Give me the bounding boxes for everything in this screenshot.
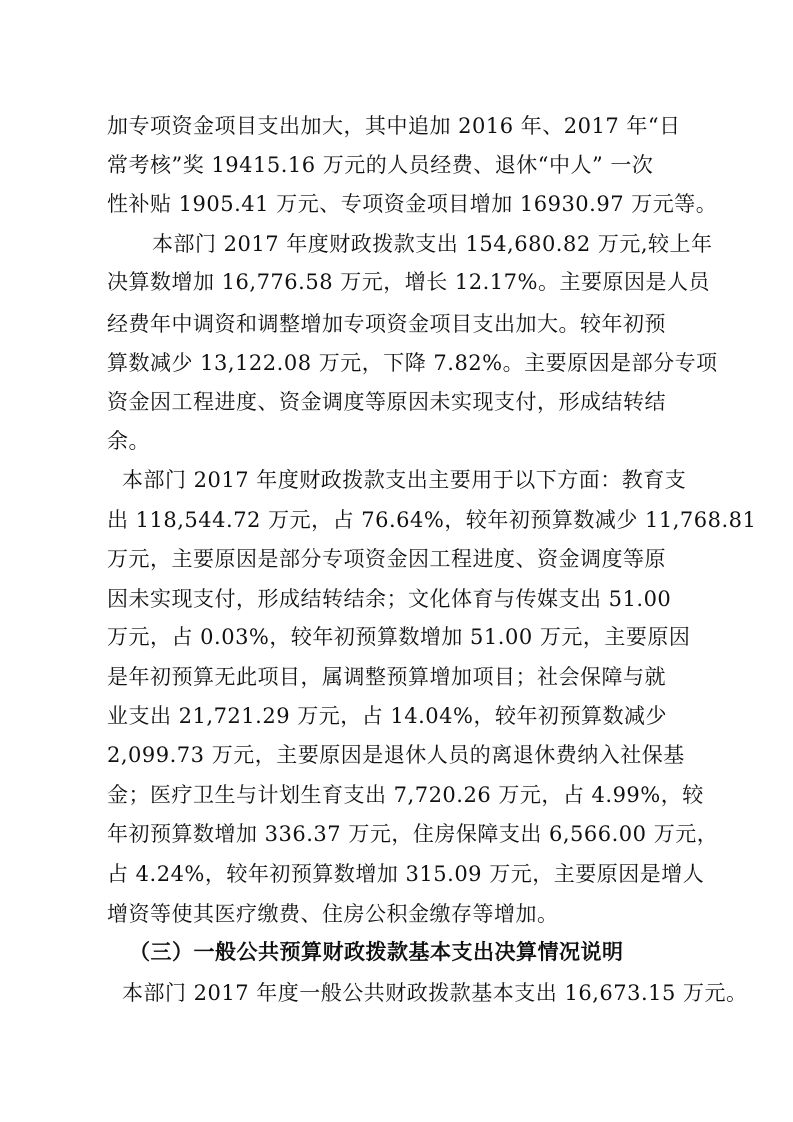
- text-line: 2,099.73 万元，主要原因是退休人员的离退休费纳入社保基: [107, 743, 685, 767]
- text-line: 经费年中调资和调整增加专项资金项目支出加大。较年初预: [107, 312, 666, 336]
- text-line: 余。: [107, 429, 150, 453]
- text-line: 常考核”奖 19415.16 万元的人员经费、退休“中人” 一次: [107, 153, 654, 177]
- text-line: 万元，主要原因是部分专项资金因工程进度、资金调度等原: [107, 547, 666, 571]
- text-line: 出 118,544.72 万元，占 76.64%，较年初预算数减少 11,768.81: [107, 508, 757, 532]
- text-line: 算数减少 13,122.08 万元，下降 7.82%。主要原因是部分专项: [107, 351, 718, 375]
- text-line: 本部门 2017 年度财政拨款支出主要用于以下方面：教育支: [122, 468, 687, 492]
- text-line: 业支出 21,721.29 万元，占 14.04%，较年初预算数减少: [107, 704, 667, 728]
- text-line: 加专项资金项目支出加大，其中追加 2016 年、2017 年“日: [107, 114, 681, 138]
- text-line: 万元，占 0.03%，较年初预算数增加 51.00 万元，主要原因: [107, 625, 691, 649]
- text-line: 性补贴 1905.41 万元、专项资金项目增加 16930.97 万元等。: [107, 192, 718, 216]
- text-line: 因未实现支付，形成结转结余；文化体育与传媒支出 51.00: [107, 587, 672, 611]
- text-line: 年初预算数增加 336.37 万元，住房保障支出 6,566.00 万元，: [107, 822, 719, 846]
- text-line: 是年初预算无此项目，属调整预算增加项目；社会保障与就: [107, 665, 666, 689]
- text-line: 本部门 2017 年度财政拨款支出 154,680.82 万元,较上年: [152, 232, 713, 256]
- text-line: 本部门 2017 年度一般公共财政拨款基本支出 16,673.15 万元。: [122, 981, 748, 1005]
- text-line: 增资等使其医疗缴费、住房公积金缴存等增加。: [107, 902, 559, 926]
- text-line: 资金因工程进度、资金调度等原因未实现支付，形成结转结: [107, 390, 666, 414]
- section-heading: （三）一般公共预算财政拨款基本支出决算情况说明: [129, 939, 624, 964]
- text-line: 占 4.24%，较年初预算数增加 315.09 万元，主要原因是增人: [107, 862, 705, 886]
- text-line: 金；医疗卫生与计划生育支出 7,720.26 万元，占 4.99%，较: [107, 783, 704, 807]
- text-line: 决算数增加 16,776.58 万元，增长 12.17%。主要原因是人员: [107, 270, 710, 294]
